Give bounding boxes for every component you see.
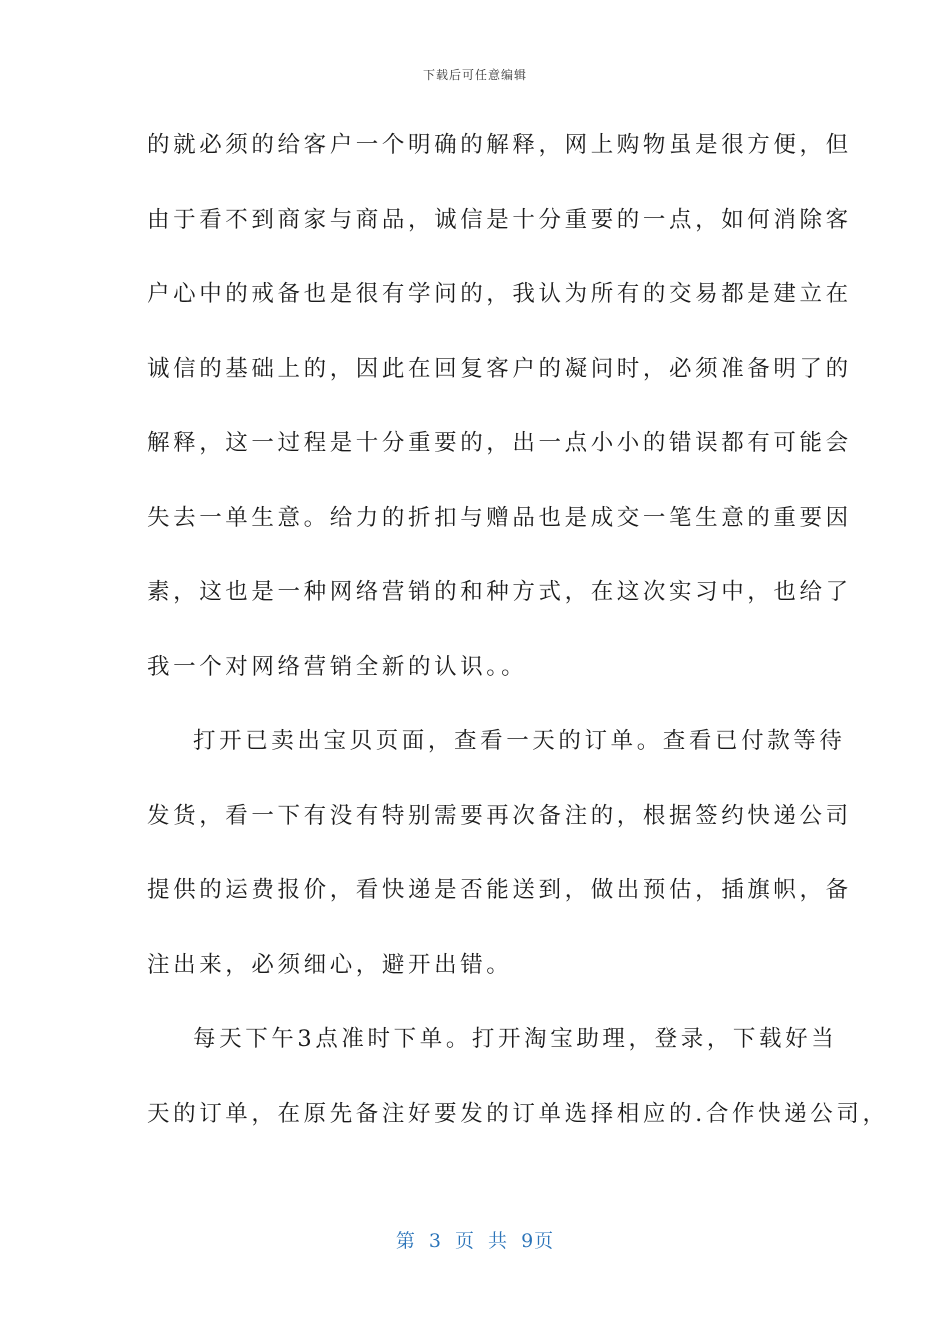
- text-line: 由于看不到商家与商品，诚信是十分重要的一点，如何消除客: [147, 206, 852, 233]
- text-line: 的就必须的给客户一个明确的解释，网上购物虽是很方便，但: [147, 132, 852, 158]
- text-line: 失去一单生意。给力的折扣与赠品也是成交一笔生意的重要因: [147, 504, 852, 531]
- header-note: 下载后可任意编辑: [422, 68, 527, 82]
- page-number: 第 3 页 共 9页: [395, 1230, 555, 1252]
- text-line: 诚信的基础上的，因此在回复客户的凝问时，必须准备明了的: [147, 355, 852, 382]
- paragraph-start-line: 打开已卖出宝贝页面，查看一天的订单。查看已付款等待: [193, 728, 846, 754]
- text-line: 注出来，必须细心，避开出错。: [147, 951, 513, 978]
- text-line: 提供的运费报价，看快递是否能送到，做出预估，插旗帜，备: [147, 877, 852, 903]
- text-line: 户心中的戒备也是很有学问的，我认为所有的交易都是建立在: [147, 281, 852, 307]
- paragraph-start-line: 每天下午3点准时下单。打开淘宝助理，登录，下载好当: [193, 1026, 838, 1052]
- text-line: 我一个对网络营销全新的认识。。: [147, 653, 528, 680]
- text-line: 发货，看一下有没有特别需要再次备注的，根据签约快递公司: [147, 802, 852, 829]
- text-line: 素，这也是一种网络营销的和种方式，在这次实习中，也给了: [147, 579, 852, 605]
- text-line: 天的订单，在原先备注好要发的订单选择相应的.合作快递公司，: [147, 1100, 889, 1127]
- text-line: 解释，这一过程是十分重要的，出一点小小的错误都有可能会: [147, 430, 852, 456]
- document-body: [147, 120, 889, 1163]
